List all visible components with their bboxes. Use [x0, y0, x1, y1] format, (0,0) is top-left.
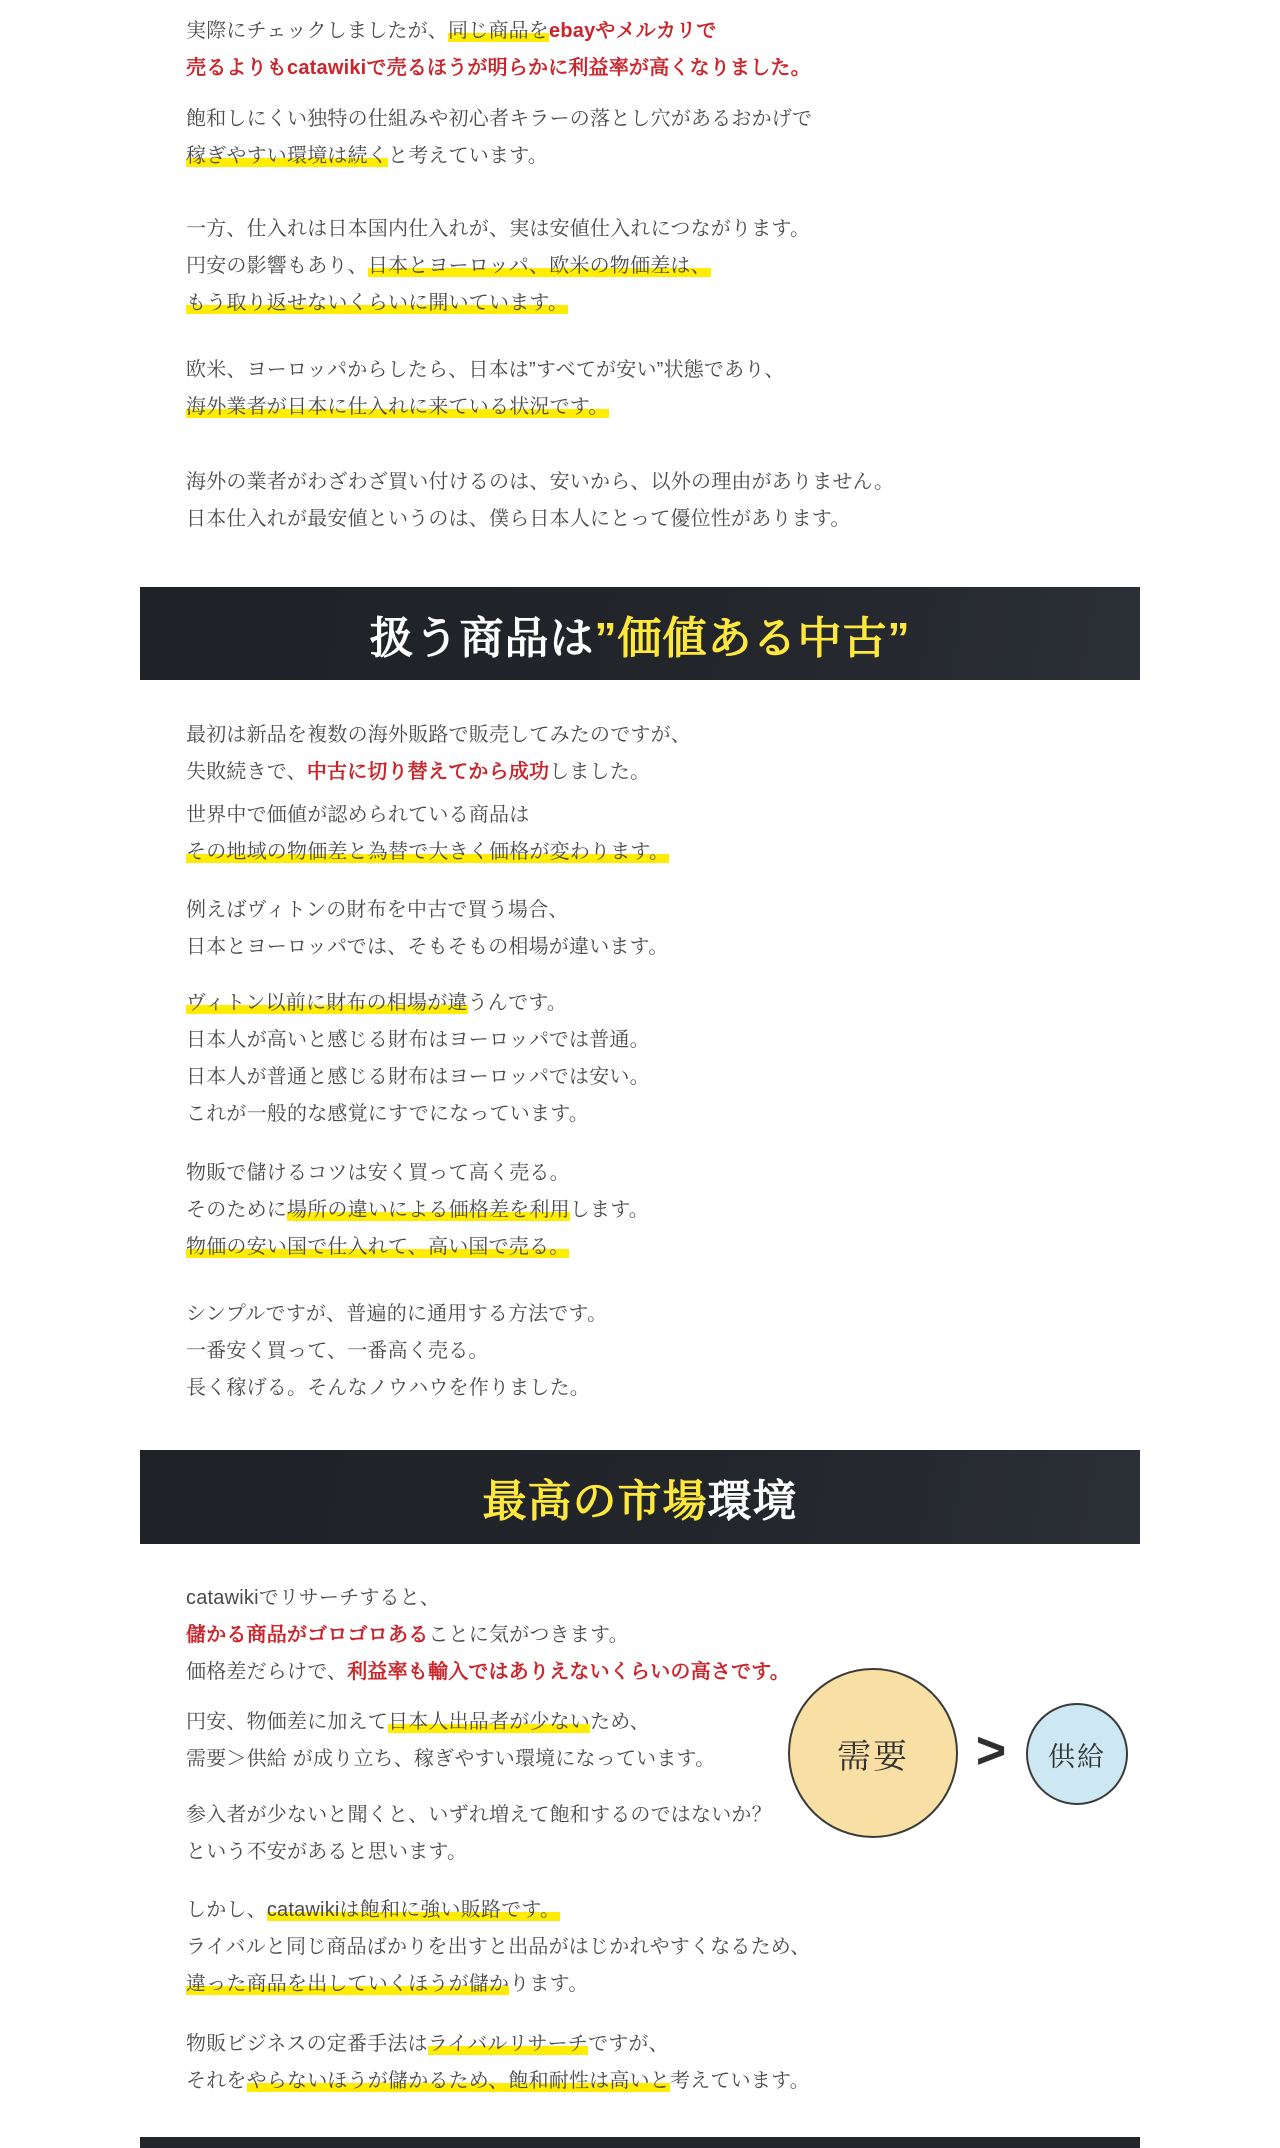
next-section-banner-edge [140, 2137, 1140, 2148]
paragraph [186, 101, 1166, 175]
text-line: 日本仕入れが最安値というのは、僕ら日本人にとって優位性があります。 [186, 508, 851, 530]
text-line: 儲かる商品がゴロゴロあることに気がつきます。 [186, 1624, 629, 1646]
demand-label: 需要 [837, 1737, 909, 1776]
section-banner [140, 587, 1140, 680]
text-line: 物価の安い国で仕入れて、高い国で売る。 [186, 1236, 570, 1258]
banner-text: ”価値ある中古” [594, 613, 911, 663]
text-line: 物販で儲けるコツは安く買って高く売る。 [186, 1162, 570, 1184]
text-line: これが一般的な感覚にすでになっています。 [186, 1103, 589, 1125]
text-line: 物販ビジネスの定番手法はライバルリサーチですが、 [186, 2033, 669, 2055]
text-line: 需要＞供給 が成り立ち、稼ぎやすい環境になっています。 [186, 1748, 716, 1770]
text-line: 世界中で価値が認められている商品は [186, 804, 530, 826]
text-line: 失敗続きで、中古に切り替えてから成功しました。 [186, 761, 651, 783]
text-line: 長く稼げる。そんなノウハウを作りました。 [186, 1377, 590, 1399]
banner-text: 最高の市場 [482, 1477, 708, 1526]
supply-label: 供給 [1048, 1741, 1106, 1772]
demand-circle [788, 1668, 958, 1838]
text-line: 日本人が高いと感じる財布はヨーロッパでは普通。 [186, 1029, 650, 1051]
paragraph [186, 797, 1166, 871]
text-line: 飽和しにくい独特の仕組みや初心者キラーの落とし穴があるおかげで [186, 108, 813, 130]
text-line: ライバルと同じ商品ばかりを出すと出品がはじかれやすくなるため、 [186, 1936, 811, 1958]
supply-circle [1026, 1703, 1128, 1805]
text-line: 欧米、ヨーロッパからしたら、日本は”すべてが安い”状態であり、 [186, 359, 785, 381]
text-line: catawikiでリサーチすると、 [186, 1587, 441, 1609]
text-line: 一番安く買って、一番高く売る。 [186, 1340, 489, 1362]
greater-than-symbol: > [975, 1722, 1007, 1780]
paragraph [186, 13, 1166, 87]
paragraph [186, 352, 1166, 426]
paragraph [186, 1892, 1166, 2003]
paragraph [186, 1296, 1166, 1407]
paragraph [186, 717, 1166, 791]
text-line: もう取り返せないくらいに開いています。 [186, 292, 569, 314]
text-line: その地域の物価差と為替で大きく価格が変わります。 [186, 841, 670, 863]
text-line: 違った商品を出していくほうが儲かります。 [186, 1973, 589, 1995]
paragraph [186, 464, 1166, 538]
text-line: 円安の影響もあり、日本とヨーロッパ、欧米の物価差は、 [186, 255, 711, 277]
text-line: 実際にチェックしましたが、同じ商品をebayやメルカリで [186, 20, 717, 42]
text-line: シンプルですが、普遍的に通用する方法です。 [186, 1303, 608, 1325]
banner-text: 扱う商品は [369, 613, 595, 663]
text-line: そのために場所の違いによる価格差を利用します。 [186, 1199, 650, 1221]
text-line: 例えばヴィトンの財布を中古で買う場合、 [186, 899, 569, 921]
text-line: しかし、catawikiは飽和に強い販路です。 [186, 1899, 561, 1921]
text-line: という不安があると思います。 [186, 1841, 468, 1863]
text-line: 参入者が少ないと聞くと、いずれ増えて飽和するのではないか？ [186, 1804, 772, 1826]
text-line: 円安、物価差に加えて日本人出品者が少ないため、 [186, 1711, 650, 1733]
text-line: 最初は新品を複数の海外販路で販売してみたのですが、 [186, 724, 691, 746]
text-line: 日本とヨーロッパでは、そもそもの相場が違います。 [186, 936, 669, 958]
text-line: ヴィトン以前に財布の相場が違うんです。 [186, 992, 568, 1014]
text-line: 海外の業者がわざわざ買い付けるのは、安いから、以外の理由がありません。 [186, 471, 895, 493]
text-line: 稼ぎやすい環境は続くと考えています。 [186, 145, 548, 167]
section-banner [140, 1450, 1140, 1544]
paragraph [186, 1155, 1166, 1266]
text-line: 一方、仕入れは日本国内仕入れが、実は安値仕入れにつながります。 [186, 218, 811, 240]
paragraph [186, 892, 1166, 966]
text-line: 売るよりもcatawikiで売るほうが明らかに利益率が高くなりました。 [186, 57, 811, 79]
text-line: それをやらないほうが儲かるため、飽和耐性は高いと考えています。 [186, 2070, 810, 2092]
text-line: 日本人が普通と感じる財布はヨーロッパでは安い。 [186, 1066, 650, 1088]
paragraph [186, 985, 1166, 1133]
text-line: 価格差だらけで、利益率も輸入ではありえないくらいの高さです。 [186, 1661, 791, 1683]
paragraph [186, 2026, 1166, 2100]
text-line: 海外業者が日本に仕入れに来ている状況です。 [186, 396, 609, 418]
supply-demand-diagram [788, 1668, 1140, 1840]
banner-text: 環境 [707, 1477, 798, 1526]
paragraph [186, 211, 1166, 322]
